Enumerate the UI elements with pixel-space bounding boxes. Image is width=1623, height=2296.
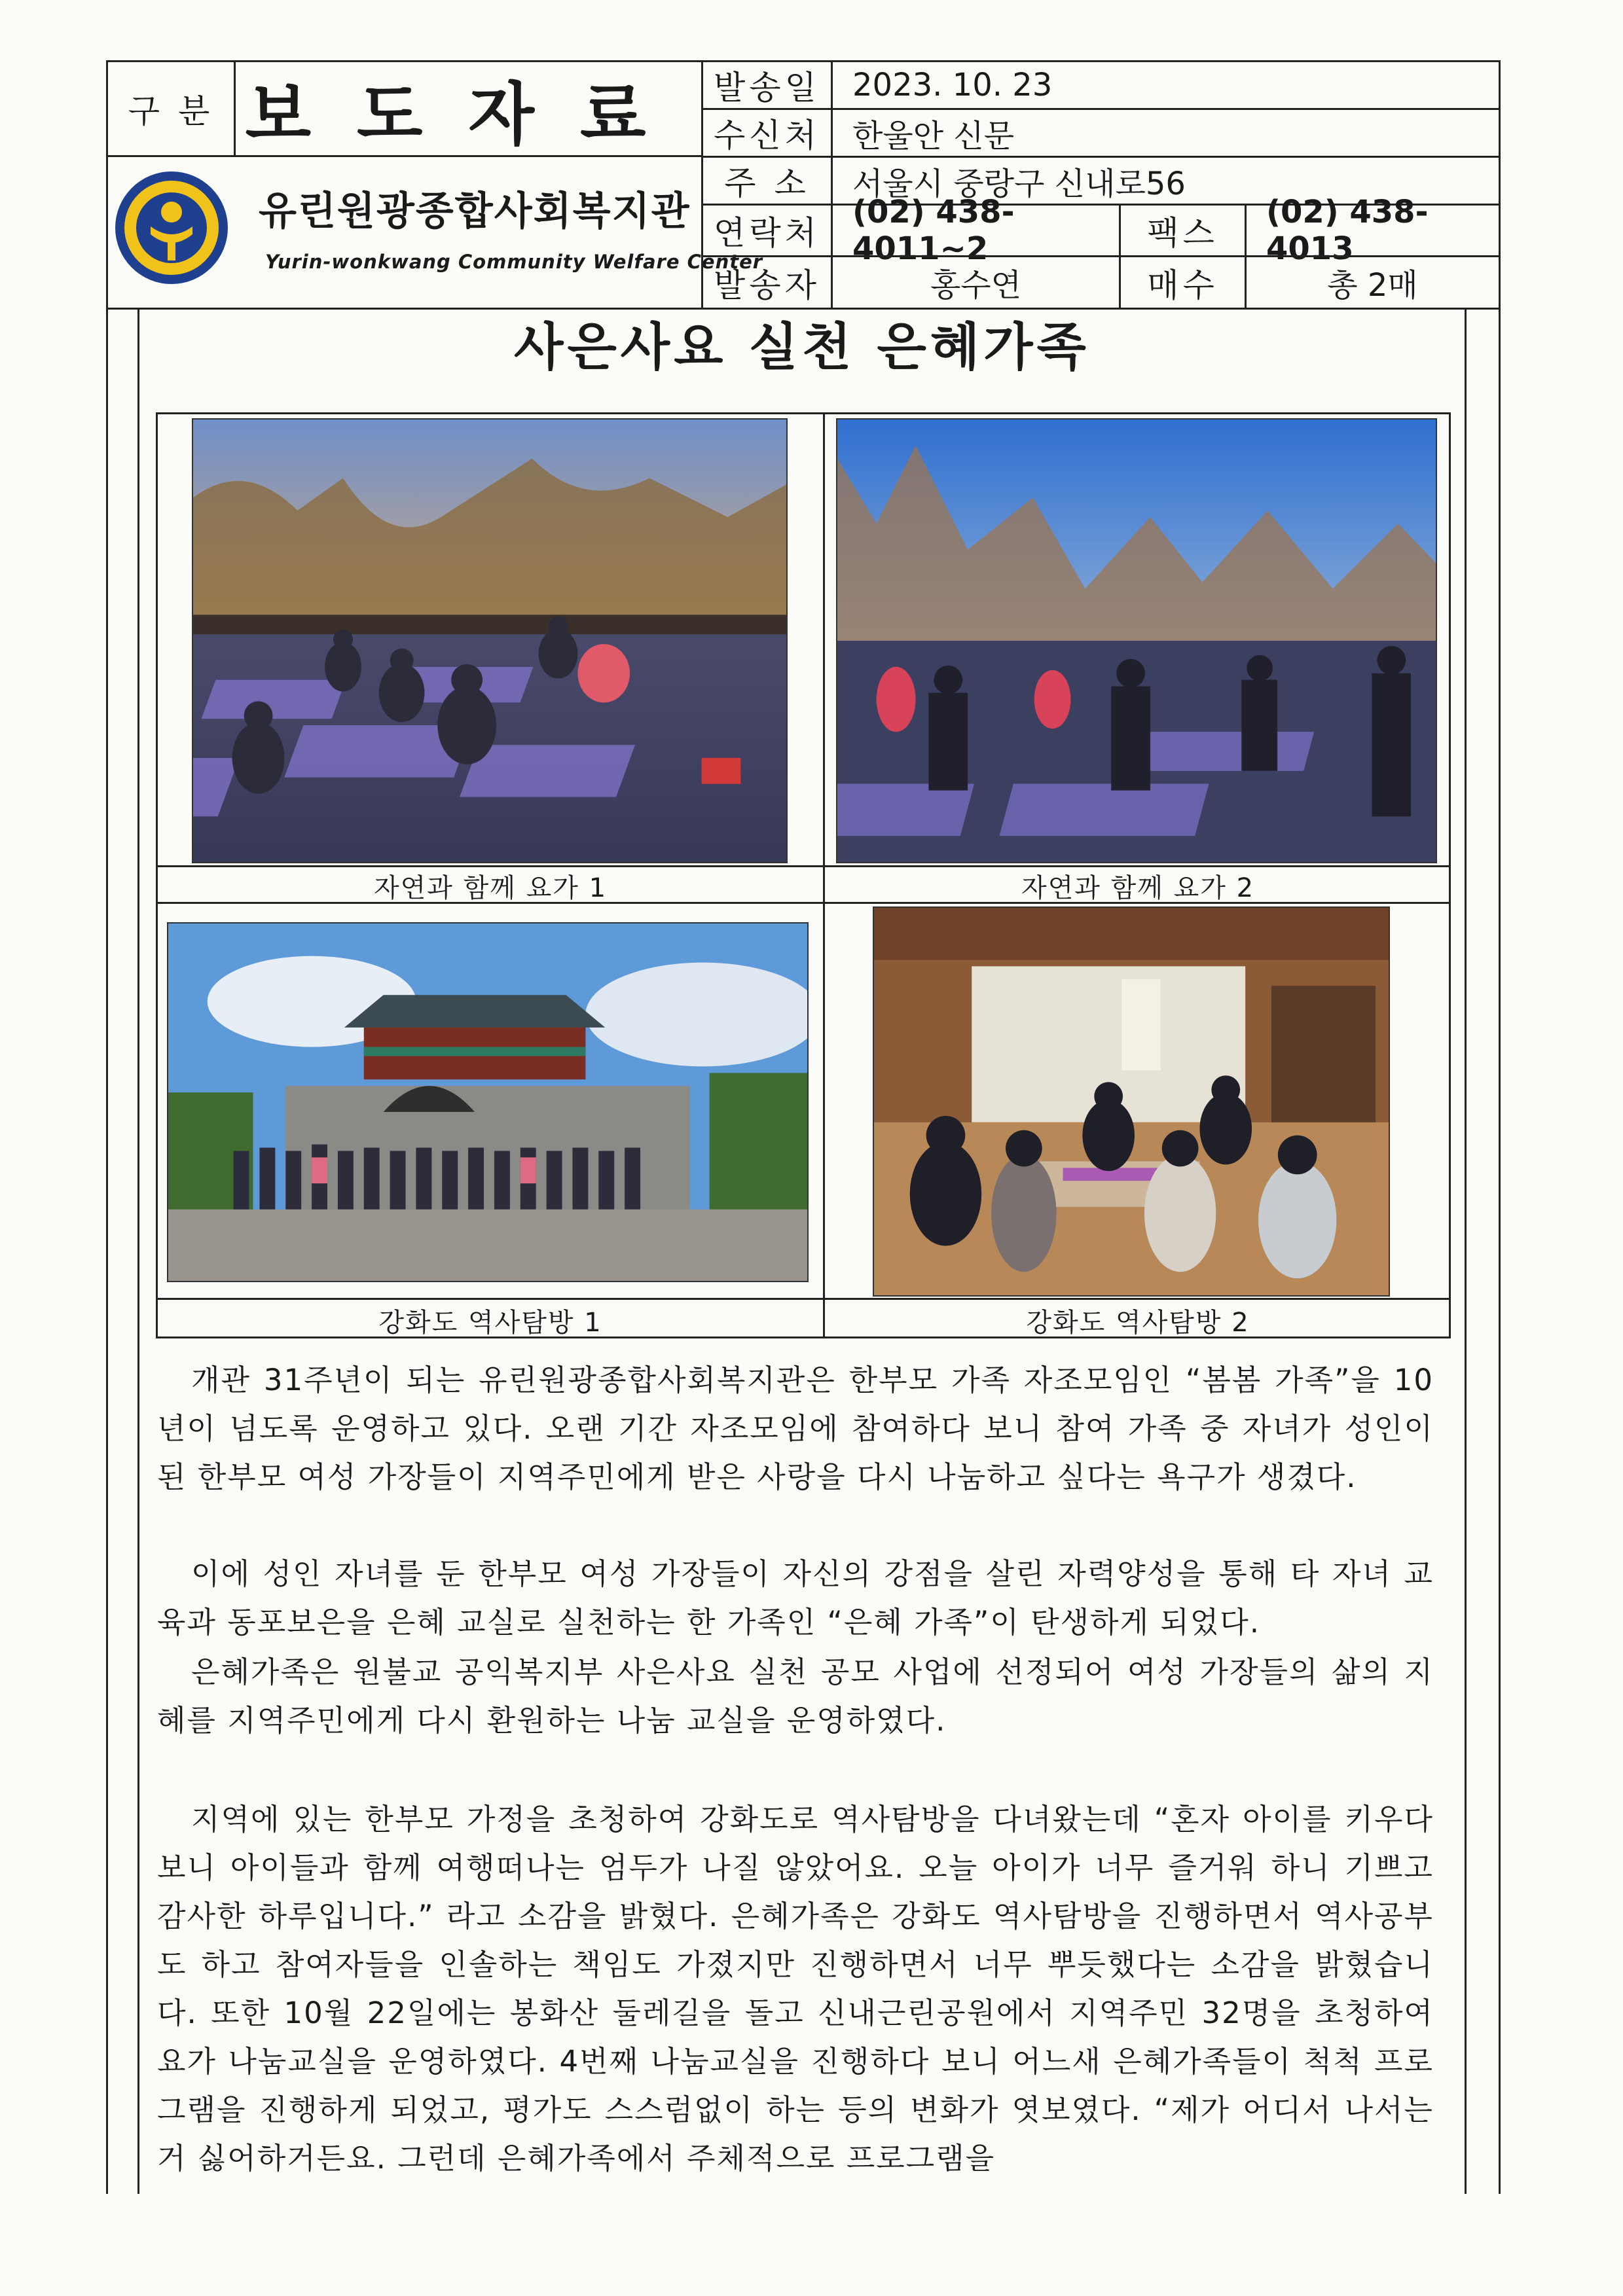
photo-yoga-2: [836, 418, 1437, 863]
recipient: 한울안 신문: [831, 108, 1501, 158]
pages-label: 매수: [1119, 255, 1247, 310]
send-date-label: 발송일: [701, 60, 833, 110]
photo-grid: [156, 412, 1451, 1338]
photo-history-tour-2: [873, 906, 1390, 1297]
contact: (02) 438-4011∼2: [831, 204, 1121, 257]
photo-yoga-1: [192, 418, 788, 863]
address: 서울시 중랑구 신내로56: [831, 156, 1501, 206]
org-name: 유린원광종합사회복지관: [259, 188, 691, 234]
body-paragraph-1: 개관 31주년이 되는 유린원광종합사회복지관은 한부모 가족 자조모임인 “봄봄 가족”을 10년이 넘도록 운영하고 있다. 오랜 기간 자조모임에 참여하다 보니 참여 가족 중 자녀가 성인이 된 한부모 여성 가장들이 지역주민에게 받은 사랑을 다시 나눔하고 싶다는 욕구가 생겼다.: [157, 1363, 1434, 1494]
photo-caption-2: 자연과 함께 요가 2: [1021, 873, 1255, 903]
caption-top-line: [158, 1298, 1451, 1300]
photo-caption-3: 강화도 역사탐방 1: [378, 1308, 602, 1338]
body-paragraph-3: 은혜가족은 원불교 공익복지부 사은사요 실천 공모 사업에 선정되어 여성 가장들의 삶의 지혜를 지역주민에게 다시 환원하는 나눔 교실을 운영하였다.: [157, 1655, 1434, 1738]
doc-type-cell: [234, 60, 703, 157]
category-label: 구 분: [106, 60, 236, 157]
photo-caption-1: 자연과 함께 요가 1: [373, 873, 608, 903]
contact-label: 연락처: [701, 204, 833, 257]
yoga-photo-icon: [837, 420, 1436, 862]
fax-label: 팩스: [1119, 204, 1247, 257]
recipient-label: 수신처: [701, 108, 833, 158]
address-label: 주 소: [701, 156, 833, 206]
room-photo-icon: [874, 908, 1389, 1295]
fax: (02) 438-4013: [1245, 204, 1501, 257]
photo-caption-4: 강화도 역사탐방 2: [1026, 1308, 1250, 1338]
yoga-photo-icon: [193, 420, 786, 862]
welfare-center-logo-icon: [113, 169, 230, 287]
document-title: 사은사요 실천 은혜가족: [514, 318, 1090, 377]
photo-history-tour-1: [167, 922, 809, 1282]
fortress-photo-icon: [168, 924, 807, 1281]
sender-label: 발송자: [701, 255, 833, 310]
send-date: 2023. 10. 23: [831, 60, 1501, 110]
doc-type: 보도자료: [245, 75, 692, 154]
body-paragraph-4: 지역에 있는 한부모 가정을 초청하여 강화도로 역사탐방을 다녀왔는데 “혼자 아이를 키우다 보니 아이들과 함께 여행떠나는 엄두가 나질 않았어요. 오늘 아이가 너무 즐거워 하니 기쁘고 감사한 하루입니다.” 라고 소감을 밝혔다. 은혜가족은 강화도 역사탐방을 진행하면서 역사공부도 하고 참여자들을 인솔하는 책임도 가졌지만 진행하면서 너무 뿌듯했다는 소감을 밝혔습니다. 또한 10월 22일에는 봉화산 둘레길을 돌고 신내근린공원에서 지역주민 32명을 초청하여 요가 나눔교실을 운영하였다. 4번째 나눔교실을 진행하다 보니 어느새 은혜가족들이 척척 프로그램을 진행하게 되었고, 평가도 스스럼없이 하는 등의 변화가 엿보였다. “제가 어디서 나서는 거 싫어하거든요. 그런데 은혜가족에서 주체적으로 프로그램을: [157, 1802, 1434, 2176]
org-name-en: Yurin-wonkwang Community Welfare Center: [265, 251, 763, 273]
pages-count: 총 2매: [1245, 255, 1501, 310]
sender: 홍수연: [831, 255, 1121, 310]
body-paragraph-2: 이에 성인 자녀를 둔 한부모 여성 가장들이 자신의 강점을 살린 자력양성을 통해 타 자녀 교육과 동포보은을 은혜 교실로 실천하는 한 가족인 “은혜 가족”이 탄생하게 되었다.: [157, 1556, 1434, 1640]
